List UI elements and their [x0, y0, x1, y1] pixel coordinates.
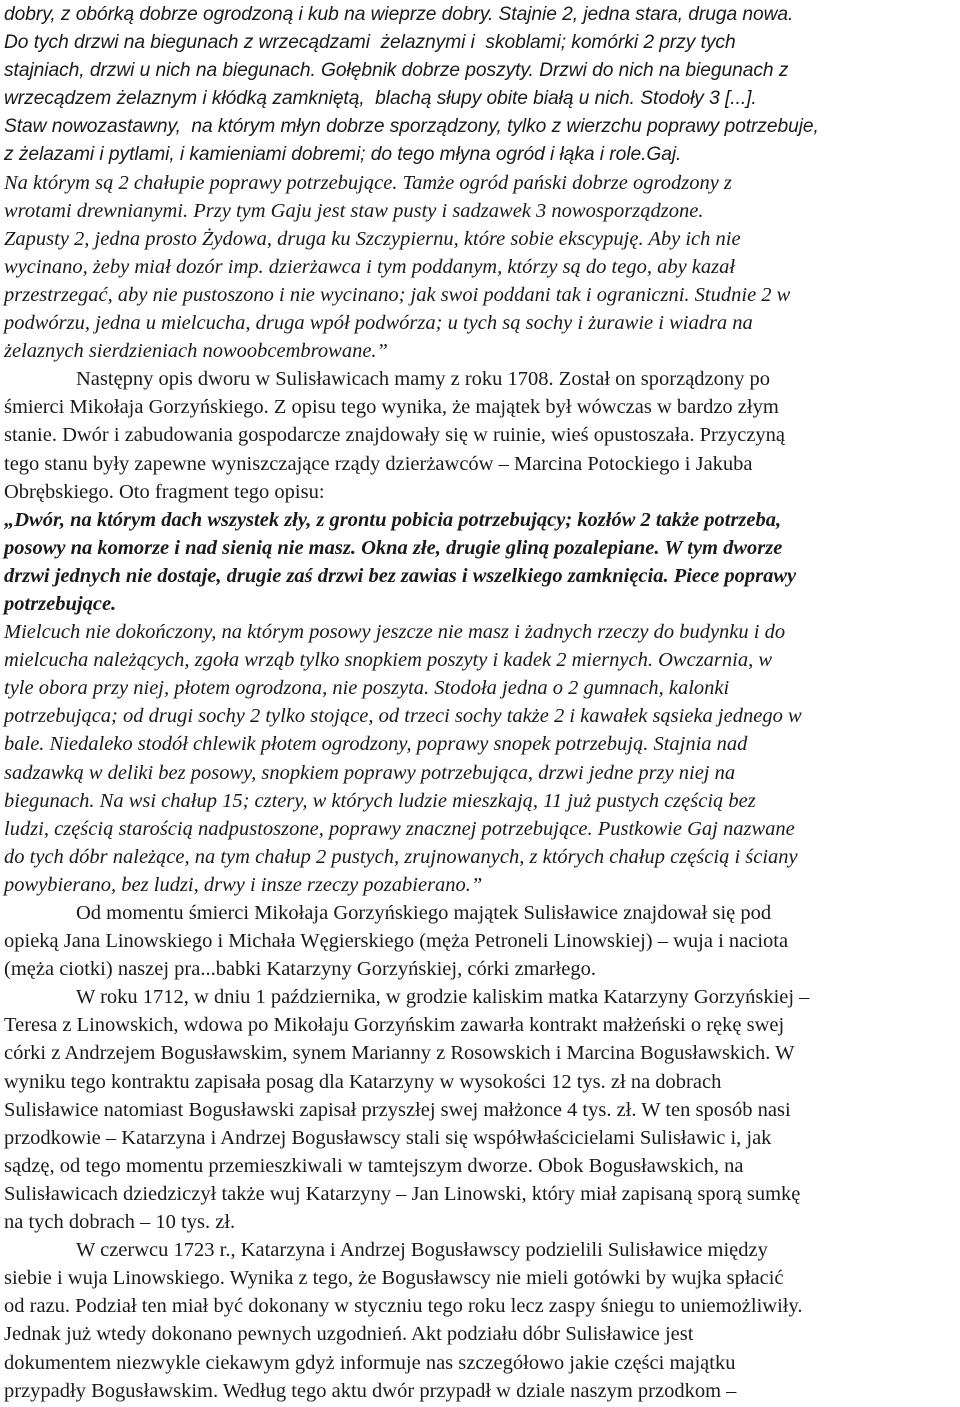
text-segment: Na którym są 2 chałupie poprawy potrzebujące. Tamże ogród pański dobrze ogrodzony z — [4, 171, 732, 194]
text-line — [4, 225, 956, 253]
text-segment: wycinano, żeby miał dozór imp. dzierżawca i tym poddanym, którzy są do tego, aby kazał — [4, 255, 736, 278]
text-line — [4, 815, 956, 843]
text-segment: Staw nowozastawny, na którym młyn dobrze sporządzony, tylko z wierzchu poprawy potrzebuje, — [4, 116, 819, 138]
text-line — [4, 1011, 956, 1039]
text-line — [4, 1180, 956, 1208]
text-segment: W czerwcu 1723 r., Katarzyna i Andrzej Bogusławscy podzielili Sulisławice między — [76, 1239, 768, 1262]
text-line — [4, 843, 956, 871]
text-line — [4, 1068, 956, 1096]
text-segment: wyniku tego kontraktu zapisała posag dla Katarzyny w wysokości 12 tys. zł na dobrach — [4, 1070, 722, 1093]
text-segment: Sulisławicach dziedziczył także wuj Katarzyny – Jan Linowski, który miał zapisaną sporą sumkę — [4, 1182, 801, 1205]
text-segment: podwórzu, jedna u mielcucha, druga wpół podwórza; u tych są sochy i żurawie i wiadra na — [4, 312, 753, 335]
text-segment: posowy na komorze i nad sienią nie masz. Okna złe, drugie gliną pozalepiane. W tym dworze — [4, 536, 783, 559]
text-line — [4, 0, 956, 28]
text-segment: Następny opis dworu w Sulisławicach mamy z roku 1708. Został on sporządzony po — [76, 368, 771, 391]
text-line — [4, 337, 956, 365]
text-segment: Zapusty 2, jedna prosto Żydowa, druga ku Szczypiernu, które sobie ekscypuję. Aby ich nie — [4, 227, 741, 250]
text-line — [4, 478, 956, 506]
text-segment: córki z Andrzejem Bogusławskim, synem Marianny z Rosowskich i Marcina Bogusławskich. W — [4, 1042, 795, 1065]
text-line — [4, 112, 956, 140]
text-segment: (męża ciotki) naszej pra...babki Katarzyny Gorzyńskiej, córki zmarłego. — [4, 958, 596, 981]
text-segment: opieką Jana Linowskiego i Michała Węgierskiego (męża Petroneli Linowskiej) – wuja i naciota — [4, 930, 789, 953]
text-segment: potrzebujące. — [4, 592, 117, 615]
text-segment: dobry, z obórką dobrze ogrodzoną i kub na wieprze dobry. Stajnie 2, jedna stara, druga nowa. — [4, 4, 794, 25]
text-line — [4, 56, 956, 84]
text-line — [4, 1292, 956, 1320]
text-segment: Do tych drzwi na biegunach z wrzecądzami żelaznymi i skoblami; komórki 2 przy tych — [4, 32, 736, 54]
text-segment: śmierci Mikołaja Gorzyńskiego. Z opisu tego wynika, że majątek był wówczas w bardzo złym — [4, 396, 779, 419]
text-line — [4, 365, 956, 393]
text-line — [4, 450, 956, 478]
text-segment: Sulisławice natomiast Bogusławski zapisał przyszłej swej małżonce 4 tys. zł. W ten sposób nasi — [4, 1098, 791, 1121]
text-line — [4, 1039, 956, 1067]
text-line — [4, 646, 956, 674]
text-line — [4, 253, 956, 281]
text-segment: Obrębskiego. Oto fragment tego opisu: — [4, 480, 325, 503]
text-segment: biegunach. Na wsi chałup 15; cztery, w których ludzie mieszkają, 11 już pustych częścią bez — [4, 789, 756, 812]
text-segment: Mielcuch nie dokończony, na którym posowy jeszcze nie masz i żadnych rzeczy do budynku i do — [4, 621, 786, 644]
text-line — [4, 927, 956, 955]
text-segment: drzwi jednych nie dostaje, drugie zaś drzwi bez zawias i wszelkiego zamknięcia. Piece poprawy — [4, 564, 797, 587]
text-line — [4, 1152, 956, 1180]
text-segment: potrzebująca; od drugi sochy 2 tylko stojące, od trzeci sochy także 2 i kawałek sąsieka jednego w — [4, 705, 802, 728]
text-line — [4, 1377, 956, 1405]
text-segment: z żelazami i pytlami, i kamieniami dobremi; do tego młyna ogród i łąka i role.Gaj. — [4, 144, 682, 166]
text-line — [4, 1320, 956, 1348]
text-line — [4, 871, 956, 899]
text-segment: tyle obora przy niej, płotem ogrodzona, nie poszyta. Stodoła jedna o 2 gumnach, kalonki — [4, 677, 730, 700]
text-segment: Jednak już wtedy dokonano pewnych uzgodnień. Akt podziału dóbr Sulisławice jest — [4, 1323, 694, 1346]
text-segment: mielcucha należących, zgoła wrząb tylko snopkiem poszyty i kadek 2 miernych. Owczarnia, w — [4, 649, 773, 672]
text-line — [4, 393, 956, 421]
text-segment: przestrzegać, aby nie pustoszono i nie wycinano; jak swoi poddani tak i ograniczni. Studnie 2 w — [4, 283, 791, 306]
text-line — [4, 1264, 956, 1292]
text-segment: do tych dóbr należące, na tym chałup 2 pustych, zrujnowanych, z których chałup częścią i ściany — [4, 845, 798, 868]
text-line — [4, 618, 956, 646]
text-line — [4, 1096, 956, 1124]
text-segment: od razu. Podział ten miał być dokonany w styczniu tego roku lecz zaspy śniegu to uniemożliwiły. — [4, 1295, 803, 1318]
text-line — [4, 84, 956, 112]
text-segment: „Dwór, na którym dach wszystek zły, z grontu pobicia potrzebujący; kozłów 2 także potrzeba, — [4, 508, 782, 531]
text-line — [4, 899, 956, 927]
text-line — [4, 674, 956, 702]
text-segment: dokumentem niezwykle ciekawym gdyż informuje nas szczegółowo jakie części majątku — [4, 1351, 736, 1374]
text-line — [4, 28, 956, 56]
text-segment: przypadły Bogusławskim. Według tego aktu dwór przypadł w dziale naszym przodkom – — [4, 1379, 737, 1402]
text-segment: Od momentu śmierci Mikołaja Gorzyńskiego majątek Sulisławice znajdował się pod — [76, 902, 772, 924]
text-segment: powybierano, bez ludzi, drwy i insze rzeczy pozabierano.” — [4, 873, 483, 896]
text-line — [4, 730, 956, 758]
text-segment: Teresa z Linowskich, wdowa po Mikołaju Gorzyńskim zawarła kontrakt małżeński o rękę swej — [4, 1014, 785, 1037]
text-line — [4, 140, 956, 168]
text-line — [4, 702, 956, 730]
text-line — [4, 590, 956, 618]
text-segment: na tych dobrach – 10 tys. zł. — [4, 1211, 236, 1234]
text-line — [4, 759, 956, 787]
text-line — [4, 1236, 956, 1264]
text-line — [4, 169, 956, 197]
text-segment: wrzecądzem żelaznym i kłódką zamkniętą, blachą słupy obite białą u nich. Stodoły 3 [...]. — [4, 88, 757, 110]
text-line — [4, 281, 956, 309]
text-line — [4, 983, 956, 1011]
text-segment: ludzi, częścią starością nadpustoszone, poprawy znacznej potrzebujące. Pustkowie Gaj nazwane — [4, 817, 795, 840]
text-segment: wrotami drewnianymi. Przy tym Gaju jest staw pusty i sadzawek 3 nowosporządzone. — [4, 199, 704, 222]
text-segment: bale. Niedaleko stodół chlewik płotem ogrodzony, poprawy snopek potrzebują. Stajnia nad — [4, 733, 748, 756]
text-line — [4, 309, 956, 337]
text-line — [4, 197, 956, 225]
text-line — [4, 421, 956, 449]
document-page — [4, 0, 956, 1405]
text-line — [4, 787, 956, 815]
text-line — [4, 1349, 956, 1377]
text-line — [4, 955, 956, 983]
text-segment: W roku 1712, w dniu 1 października, w grodzie kaliskim matka Katarzyny Gorzyńskiej – — [76, 986, 810, 1009]
text-segment: sadzawką w deliki bez posowy, snopkiem poprawy potrzebująca, drzwi jedne przy niej na — [4, 761, 736, 784]
text-segment: sądzę, od tego momentu przemieszkiwali w tamtejszym dworze. Obok Bogusławskich, na — [4, 1154, 744, 1177]
text-line — [4, 1124, 956, 1152]
text-line — [4, 1208, 956, 1236]
text-segment: przodkowie – Katarzyna i Andrzej Bogusławscy stali się współwłaścicielami Sulisławic i, jak — [4, 1126, 772, 1149]
text-segment: tego stanu były zapewne wyniszczające rządy dzierżawców – Marcina Potockiego i Jakuba — [4, 452, 753, 475]
text-segment: siebie i wuja Linowskiego. Wynika z tego, że Bogusławscy nie mieli gotówki by wujka spłacić — [4, 1267, 784, 1290]
text-line — [4, 506, 956, 534]
text-line — [4, 534, 956, 562]
text-segment: stanie. Dwór i zabudowania gospodarcze znajdowały się w ruinie, wieś opustoszała. Przyczyną — [4, 424, 786, 447]
text-segment: stajniach, drzwi u nich na biegunach. Gołębnik dobrze poszyty. Drzwi do nich na biegunach z — [4, 60, 789, 82]
text-line — [4, 562, 956, 590]
text-segment: żelaznych sierdzieniach nowoobcembrowane.” — [4, 340, 388, 363]
